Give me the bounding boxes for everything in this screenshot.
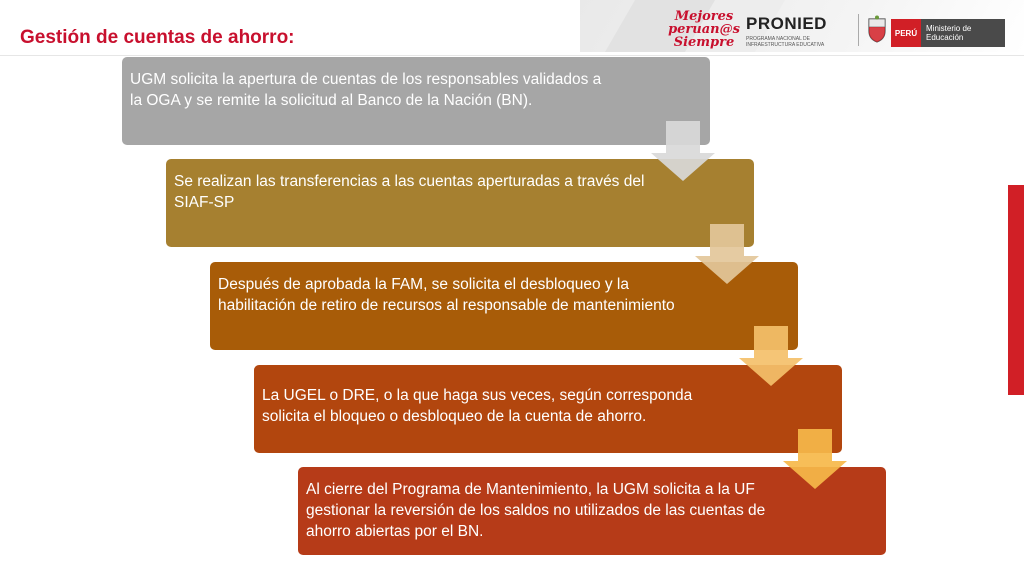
process-step-1 [122, 57, 710, 145]
page-title: Gestión de cuentas de ahorro: [20, 27, 295, 48]
down-arrow-icon [695, 224, 759, 284]
peru-shield-icon [866, 15, 888, 43]
peru-label: PERÚ [891, 19, 921, 47]
campaign-logo-line: peruan@s [668, 22, 740, 37]
step-text: La UGEL o DRE, o la que haga sus veces, según corresponda solicita el bloqueo o desbloqueo de la cuenta de ahorro. [262, 387, 693, 425]
step-text: Después de aprobada la FAM, se solicita el desbloqueo y la habilitación de retiro de recursos al responsable de mantenimiento [218, 276, 675, 314]
step-text: Se realizan las transferencias a las cuentas aperturadas a través del SIAF-SP [174, 173, 645, 211]
divider [0, 55, 1024, 56]
step-text: UGM solicita la apertura de cuentas de los responsables validados a la OGA y se remite la solicitud al Banco de la Nación (BN). [130, 71, 602, 109]
campaign-logo [668, 10, 740, 54]
logo-divider [858, 14, 859, 46]
down-arrow-icon [783, 429, 847, 489]
down-arrow-icon [651, 121, 715, 181]
pronied-name: PRONIED [746, 14, 827, 33]
step-text: Al cierre del Programa de Mantenimiento, la UGM solicita a la UF gestionar la reversión de los saldos no utilizados de las cuentas de ahorro abiertas por el BN. [306, 481, 766, 540]
ministry-label: Ministerio de Educación [921, 19, 1005, 47]
pronied-subtitle: PROGRAMA NACIONAL DE INFRAESTRUCTURA EDUCATIVA [746, 36, 825, 48]
campaign-logo-line: Mejores [674, 9, 734, 24]
down-arrow-icon [739, 326, 803, 386]
campaign-logo-line: Siempre [673, 35, 735, 50]
pronied-logo [746, 14, 854, 48]
side-accent [1008, 185, 1024, 395]
